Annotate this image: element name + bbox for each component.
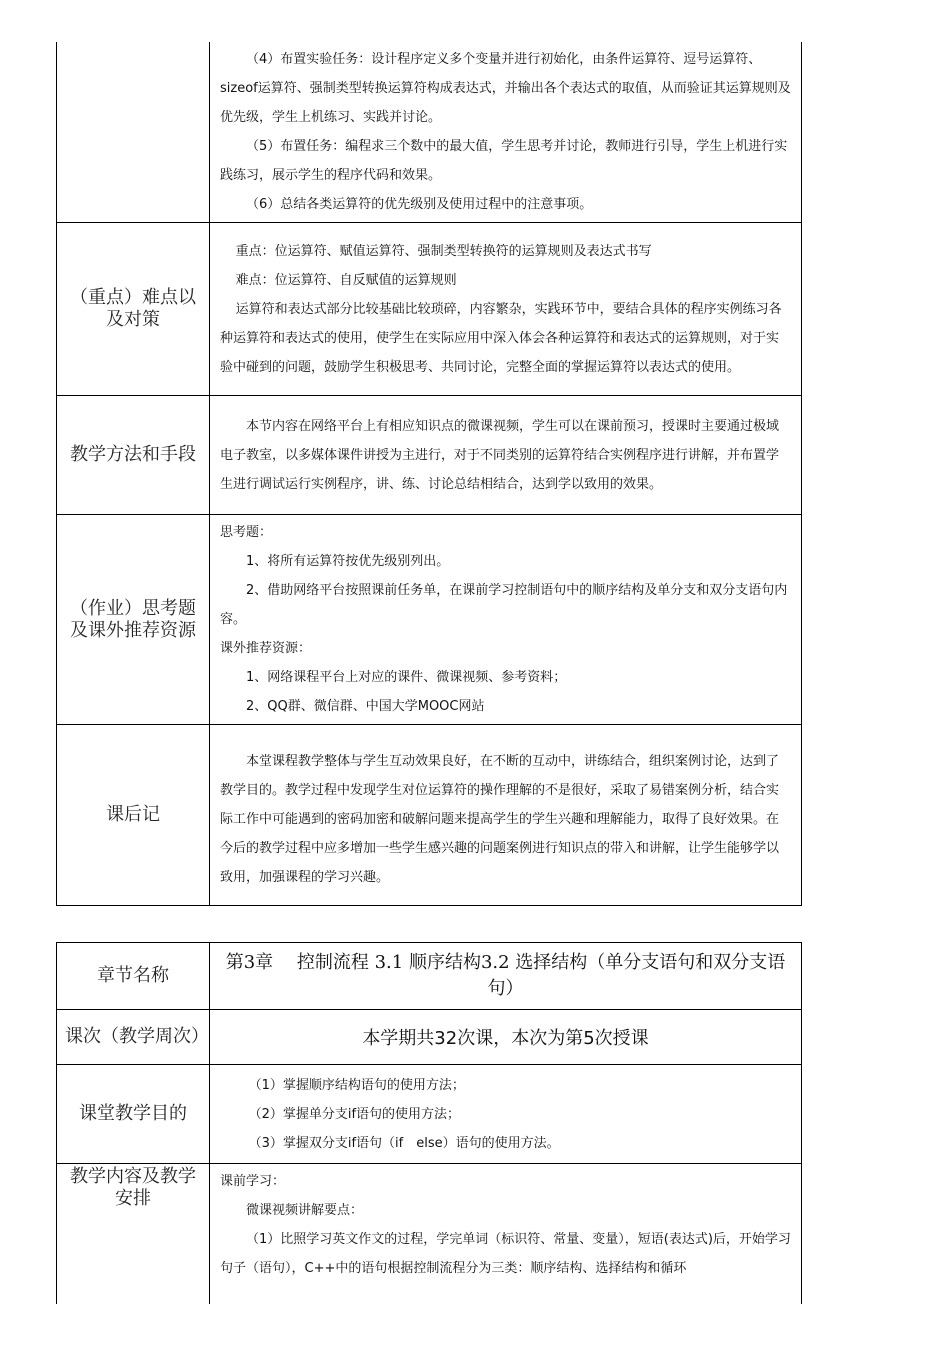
- question-1: 1、将所有运算符按优先级别列出。: [246, 554, 450, 569]
- row-tasks: [57, 42, 802, 223]
- goal-2: （2）掌握单分支if语句的使用方法；: [248, 1106, 461, 1122]
- content-cell: [210, 1164, 802, 1305]
- strategy-text: 运算符和表达式部分比较基础比较琐碎，内容繁杂，实践环节中，要结合具体的程序实例练习各种运算符和表达式的使用，使学生在实际应用中深入体会各种运算符和表达式的运算规则，对于实验中碰到的问题，鼓励学生积极思考、共同讨论，完整全面的掌握运算符以表达式的使用。: [220, 301, 782, 375]
- keypoints-cell: [210, 223, 802, 396]
- row-homework: [57, 515, 802, 725]
- row-label-empty: [57, 42, 210, 223]
- content-label: 教学内容及教学安排: [70, 1166, 196, 1209]
- row-reflection: [57, 725, 802, 906]
- chapter-label-cell: [57, 943, 210, 1010]
- row-content: [57, 1164, 802, 1305]
- tasks-cell: [210, 42, 802, 223]
- session-label-cell: [57, 1010, 210, 1065]
- focus-text: 重点：位运算符、赋值运算符、强制类型转换符的运算规则及表达式书写: [235, 243, 652, 259]
- resource-1: 1、网络课程平台上对应的课件、微课视频、参考资料；: [246, 670, 567, 685]
- teaching-plan-table-1: [56, 42, 802, 906]
- goals-label-cell: [57, 1065, 210, 1164]
- question-2: 2、借助网络平台按照课前任务单，在课前学习控制语句中的顺序结构及单分支和双分支语句内容。: [220, 583, 788, 627]
- task-item-5: （5）布置任务：编程求三个数中的最大值，学生思考并讨论，教师进行引导，学生上机进行实践练习，展示学生的程序代码和效果。: [220, 139, 788, 183]
- row-goals: [57, 1065, 802, 1164]
- methods-label: 教学方法和手段: [70, 444, 196, 465]
- chapter-value: 第3章 控制流程 3.1 顺序结构3.2 选择结构（单分支语句和双分支语句）: [210, 943, 802, 1010]
- teaching-plan-table-2: [56, 942, 802, 1304]
- reflection-text: 本堂课程教学整体与学生互动效果良好，在不断的互动中，讲练结合，组织案例讨论，达到了教学目的。教学过程中发现学生对位运算符的操作理解的不是很好，采取了易错案例分析，结合实际工作中可能遇到的密码加密和破解问题来提高学生的学生兴趣和理解能力，取得了良好效果。在今后的教学过程中应多增加一些学生感兴趣的问题案例进行知识点的带入和讲解，让学生能够学以致用，加强课程的学习兴趣。: [220, 754, 780, 885]
- chapter-label: 章节名称: [97, 965, 169, 986]
- goal-1: （1）掌握顺序结构语句的使用方法；: [248, 1077, 465, 1093]
- session-value: 本学期共32次课，本次为第5次授课: [210, 1010, 802, 1065]
- homework-label: （作业）思考题及课外推荐资源: [70, 597, 196, 641]
- keypoints-label-cell: [57, 223, 210, 396]
- row-chapter: [57, 943, 802, 1010]
- resource-2: 2、QQ群、微信群、中国大学MOOC网站: [246, 699, 485, 714]
- video-heading: 微课视频讲解要点：: [246, 1203, 364, 1218]
- keypoints-label: （重点）难点以及对策: [70, 287, 196, 330]
- questions-heading: 思考题：: [220, 525, 273, 540]
- session-label: 课次（教学周次）: [65, 1026, 209, 1047]
- difficulty-text: 难点：位运算符、自反赋值的运算规则: [235, 272, 457, 288]
- goals-label: 课堂教学目的: [79, 1103, 187, 1124]
- reflection-label: 课后记: [106, 804, 160, 825]
- content-label-cell: [57, 1164, 210, 1305]
- content-paragraph-1: （1）比照学习英文作文的过程，学完单词（标识符、常量、变量），短语(表达式)后，开始学习句子（语句），C++中的语句根据控制流程分为三类：顺序结构、选择结构和循环: [220, 1232, 791, 1276]
- resources-heading: 课外推荐资源：: [220, 641, 312, 656]
- goal-3: （3）掌握双分支if语句（if else）语句的使用方法。: [248, 1135, 560, 1151]
- pre-study-heading: 课前学习：: [220, 1174, 286, 1189]
- row-session: [57, 1010, 802, 1065]
- homework-cell: [210, 515, 802, 725]
- task-item-6: （6）总结各类运算符的优先级别及使用过程中的注意事项。: [246, 197, 593, 212]
- reflection-label-cell: [57, 725, 210, 906]
- goals-cell: [210, 1065, 802, 1164]
- task-item-4: （4）布置实验任务：设计程序定义多个变量并进行初始化，由条件运算符、逗号运算符、sizeof运算符、强制类型转换运算符构成表达式，并输出各个表达式的取值，从而验证其运算规则及优先级，学生上机练习、实践并讨论。: [220, 52, 791, 125]
- row-methods: [57, 396, 802, 515]
- methods-label-cell: [57, 396, 210, 515]
- row-keypoints: [57, 223, 802, 396]
- methods-text: 本节内容在网络平台上有相应知识点的微课视频，学生可以在课前预习，授课时主要通过极域电子教室，以多媒体课件讲授为主进行，对于不同类别的运算符结合实例程序进行讲解，并布置学生进行调试运行实例程序，讲、练、讨论总结相结合，达到学以致用的效果。: [220, 418, 780, 492]
- methods-cell: [210, 396, 802, 515]
- homework-label-cell: [57, 515, 210, 725]
- reflection-cell: [210, 725, 802, 906]
